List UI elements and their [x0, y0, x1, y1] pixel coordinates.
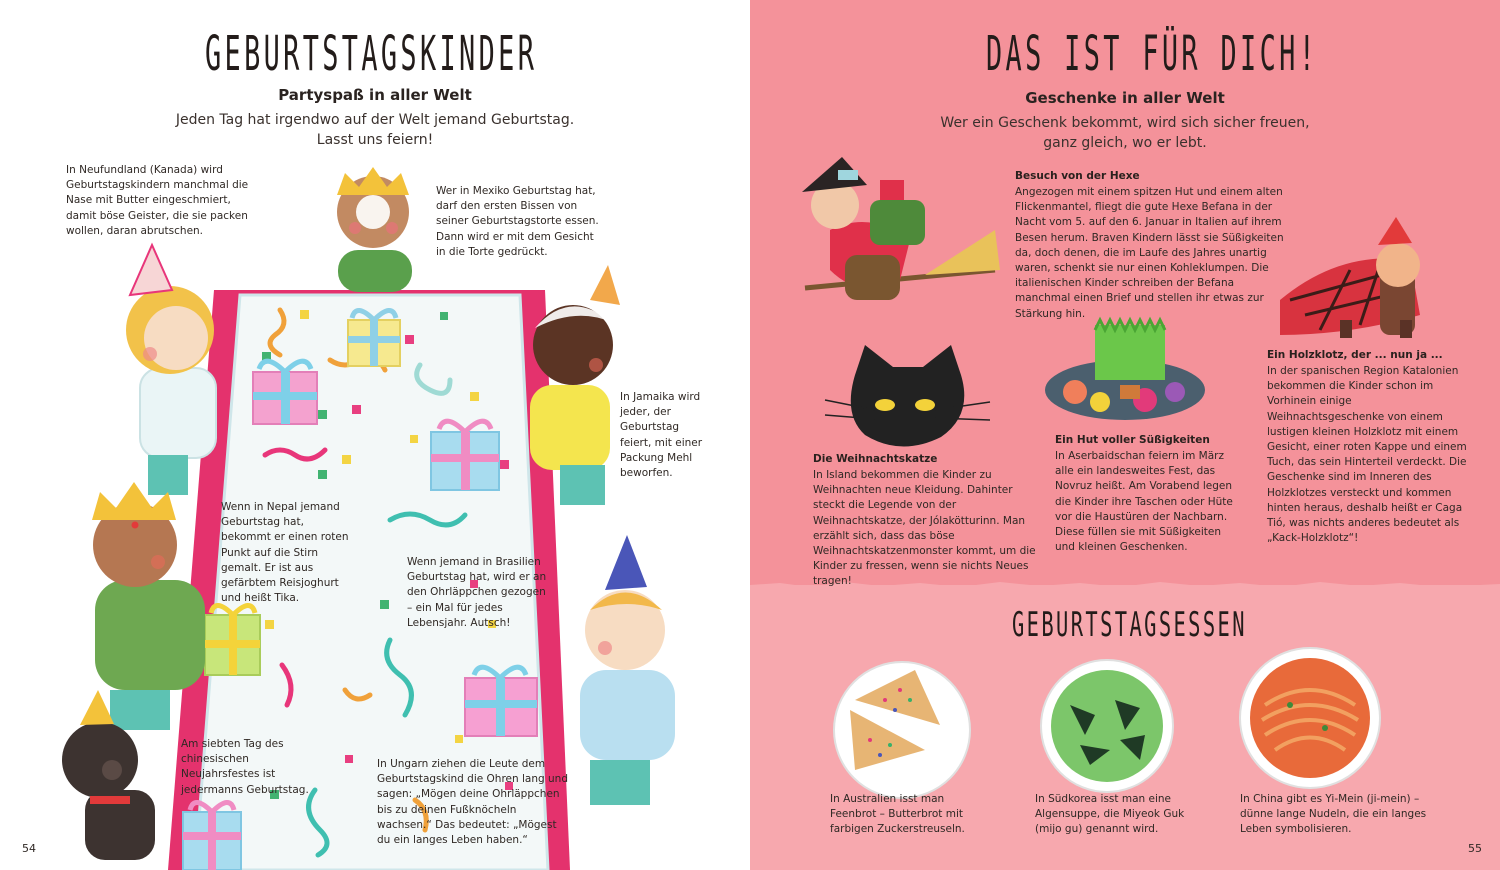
- caption-kanada: In Neufundland (Kanada) wird Geburtstagskindern manchmal die Nase mit Butter eingeschmiert, damit böse Geister, die sie packen wollen, daran abrutschen.: [66, 164, 249, 237]
- caption-australien: In Australien isst man Feenbrot – Butterbrot mit farbigen Zuckerstreuseln.: [830, 793, 965, 836]
- gift-blue-right: [431, 421, 499, 490]
- heading-hexe: Besuch von der Hexe: [1015, 170, 1140, 182]
- page-number-left: 54: [22, 842, 36, 855]
- intro-line-1-right: Wer ein Geschenk bekommt, wird sich sicher freuen,: [940, 115, 1310, 131]
- gift-green: [205, 605, 260, 675]
- page-title-right: DAS IST FÜR DICH!: [986, 26, 1319, 82]
- heading-katze: Die Weihnachtskatze: [813, 453, 938, 465]
- caption-china-neujahr: Am siebten Tag des chinesischen Neujahrsfestes ist jedermanns Geburtstag.: [181, 738, 309, 796]
- sweets-hat: [1045, 320, 1205, 420]
- heading-holzklotz: Ein Holzklotz, der ... nun ja ...: [1267, 349, 1443, 361]
- text-hut: In Aserbaidschan feiern im März alle ein landesweites Fest, das Novruz heißt. Am Vorabend legen die Kinder ihre Taschen oder Hüte vor die Haustüren der Nachbarn. Diese füllen sie mit Süßigkeiten und kleinen Geschenken.: [1055, 450, 1233, 554]
- page-number-right: 55: [1468, 842, 1482, 855]
- gift-blue-bottom: [183, 802, 241, 870]
- plate-seaweed-soup: [1041, 660, 1173, 792]
- caption-suedkorea: In Südkorea isst man eine Algensuppe, die Miyeok Guk (mijo gu) genannt wird.: [1035, 793, 1185, 836]
- page-subtitle: Partyspaß in aller Welt: [278, 86, 472, 104]
- caption-mexiko: Wer in Mexiko Geburtstag hat, darf den ersten Bissen von seiner Geburtstagstorte essen. Dann wird er mit dem Gesicht in die Torte gedrückt.: [436, 185, 599, 258]
- text-hexe: Angezogen mit einem spitzen Hut und einem alten Flickenmantel, fliegt die gute Hexe Befana in der Nacht vom 5. auf den 6. Januar in Italien auf ihrem Besen herum. Braven Kindern lässt sie Süßigkeiten da, doch denen, die im Laufe des Jahres unartig waren, schenkt sie nur einen Kohleklumpen. Die italienischen Kinder schreiben der Befana manchmal einen Brief und stellen ihr etwas zur Stärkung hin.: [1015, 186, 1284, 320]
- plate-noodles: [1240, 648, 1380, 788]
- black-cat: [825, 345, 990, 447]
- kid-brasilien: [580, 535, 675, 805]
- kid-kanada: [126, 245, 216, 495]
- kid-mexico: [337, 167, 412, 292]
- intro-line-2-right: ganz gleich, wo er lebt.: [1043, 135, 1207, 151]
- intro-line-2: Lasst uns feiern!: [316, 132, 434, 148]
- right-page: [750, 0, 1500, 870]
- caption-china-nudeln: In China gibt es Yi-Mein (ji-mein) – dünne lange Nudeln, die ein langes Leben symbolisieren.: [1240, 793, 1427, 836]
- caption-jamaika: In Jamaika wird jeder, der Geburtstag feiert, mit einer Packung Mehl beworfen.: [620, 391, 703, 480]
- plate-fairy-bread: [834, 662, 970, 798]
- page-title: GEBURTSTAGSKINDER: [205, 26, 538, 82]
- intro-line-1: Jeden Tag hat irgendwo auf der Welt jemand Geburtstag.: [175, 112, 575, 128]
- text-katze: In Island bekommen die Kinder zu Weihnachten neue Kleidung. Dahinter steckt die Legende von der Weihnachtskatze, der Jólakötturinn. Man erzählt sich, dass das böse Weihnachtskatzenmonster kommt, um die Kinder zu fressen, wenn sie nichts Neues tragen!: [813, 469, 1036, 588]
- heading-hut: Ein Hut voller Süßigkeiten: [1055, 434, 1210, 446]
- food-section-title: GEBURTSTAGSESSEN: [1012, 605, 1247, 645]
- caga-tio-log: [1280, 217, 1420, 338]
- caption-ungarn: In Ungarn ziehen die Leute dem Geburtstagskind die Ohren lang und sagen: „Mögen deine Ohrläppchen bis zu deinen Fußknöcheln wachsen.“ Das bedeutet: „Mögest du ein langes Leben haben.“: [377, 758, 568, 847]
- caption-nepal: Wenn in Nepal jemand Geburtstag hat, bekommt er einen roten Punkt auf die Stirn gemalt. Er ist aus gefärbtem Reisjoghurt und heißt Tika.: [221, 501, 349, 605]
- caption-brasilien: Wenn jemand in Brasilien Geburtstag hat, wird er an den Ohrläppchen gezogen – ein Mal für jedes Lebensjahr. Autsch!: [407, 556, 547, 629]
- gift-pink-bottom: [465, 667, 537, 736]
- page-subtitle-right: Geschenke in aller Welt: [1025, 89, 1225, 107]
- text-holzklotz: In der spanischen Region Katalonien bekommen die Kinder schon im Vorhinein einige Weihnachtsgeschenke von einem lustigen kleinen Holzklotz mit einem Gesicht, einer roten Kappe und einem Tuch, das sein Hinterteil verdeckt. Die Geschenke sind im Inneren des Holzklotzes versteckt und kommen hinten heraus, deshalb heißt er Caga Tió, was nichts anderes bedeutet als „Kack-Holzklotz“!: [1267, 365, 1467, 545]
- witch-befana: [802, 157, 1000, 300]
